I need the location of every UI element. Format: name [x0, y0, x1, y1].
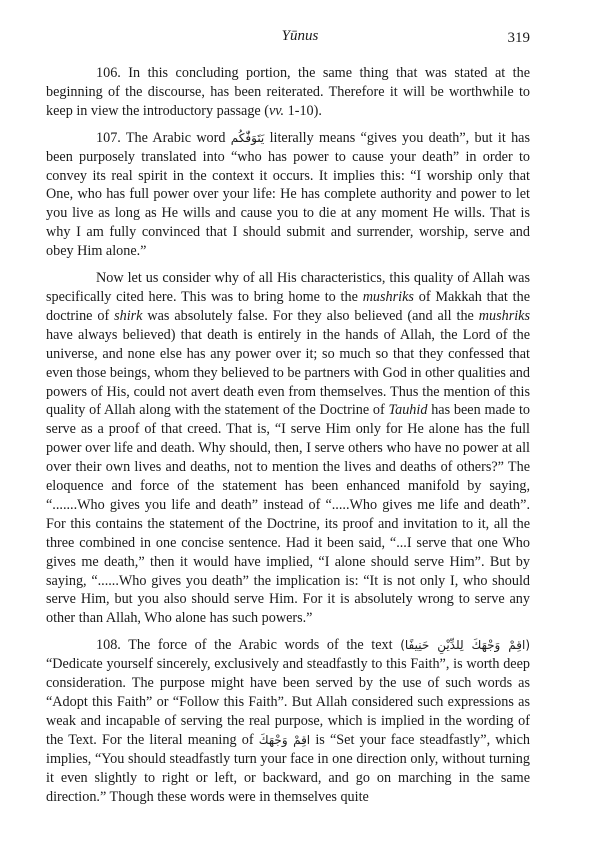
body-text	[46, 64, 530, 814]
text-run: “Dedicate yourself sincerely, exclusively and steadfastly to this Faith”, is worth deep consideration. The purpose might have been served by the use of such words as “Adopt this Faith” or “Follow this Faith”. But Allah considered such expressions as weak and incapable of serving the real purpose, which is implied in the wording of the Text. For the literal meaning of	[46, 656, 530, 748]
arabic-phrase: يَتَوَفّٰكُم	[230, 130, 265, 145]
paragraph-106	[46, 64, 530, 121]
italic-term: mushriks	[478, 307, 530, 324]
text-run: literally means “gives you death”, but it has been purposely translated into “who has power to cause your death” in order to convey its real spirit in the context it occurs. It implies this: “I worship only that One, who has full power over your life: He has complete authority and power to let you live as long as He wills and cause you to die at any moment He wills. That is why I am fully convinced that I should submit and surrender, worship, serve and obey Him alone.”	[46, 129, 530, 260]
paragraph-107-continued	[46, 269, 530, 628]
arabic-phrase: اقِمْ وَجْهَكَ	[258, 732, 311, 747]
text-run: was absolutely false. For they also believed (and all the	[142, 307, 479, 324]
text-run: 106. In this concluding portion, the same thing that was stated at the beginning of the discourse, has been reiterated. Therefore it will be worthwhile to keep in view the introductory passage (	[46, 65, 530, 119]
text-run: has been made to serve as a proof of that creed. That is, “I serve Him only for He alone has the full power over life and death. Why should, then, I serve others who have no power at all over their own lives and deaths, not to mention the lives and deaths of others?” The eloquence and force of the statement has been enhanced manifold by saying, “.......Who gives you life and death” instead of “.....Who gives me life and death”. For this contains the statement of the Doctrine, its proof and invitation to it, all the three combined in one concise sentence. Had it been said, “...I serve that one Who gives me death,” then it would have implied, “I alone should serve Him”. But by saying, “......Who gives you death” the implication is: “It is not only I, who should serve Him, but you also should serve Him. For it is absolutely wrong to serve any other than Allah, Who alone has such powers.”	[46, 402, 530, 627]
paragraph-108	[46, 636, 530, 806]
text-run: of Makkah that the doctrine of	[46, 288, 530, 324]
italic-term: shirk	[114, 307, 143, 324]
text-run: 1-10).	[284, 102, 322, 119]
page-number: 319	[507, 30, 530, 46]
text-run: is “Set your face steadfastly”, which implies, “You should steadfastly turn your face in one direction only, without turning it even slightly to right or left, or backward, and go on marching in the same direction.” Though these words were in themselves quite	[46, 731, 530, 805]
text-run: have always believed) that death is entirely in the hands of Allah, the Lord of the universe, and none else has any power over it; so much so that they confessed that even those beings, whom they believed to be partners with God in other qualities and powers of His, could not avert death even from themselves. Thus the mention of this quality of Allah along with the statement of the Doctrine of	[46, 326, 530, 419]
text-run: Now let us consider why of all His characteristics, this quality of Allah was specifically cited here. This was to bring home to the	[46, 270, 530, 305]
arabic-phrase: (اقِمْ وَجْهَكَ لِلدِّيْنِ حَنِيفًا)	[400, 638, 530, 653]
text-run: 107. The Arabic word	[96, 129, 231, 146]
italic-term: mushriks	[362, 288, 414, 305]
text-run: 108. The force of the Arabic words of the text	[96, 637, 401, 654]
italic-term: vv.	[269, 102, 285, 119]
paragraph-107	[46, 129, 530, 261]
running-head	[0, 28, 600, 50]
italic-term: Tauhid	[388, 402, 428, 419]
running-title: Yūnus	[281, 28, 319, 44]
